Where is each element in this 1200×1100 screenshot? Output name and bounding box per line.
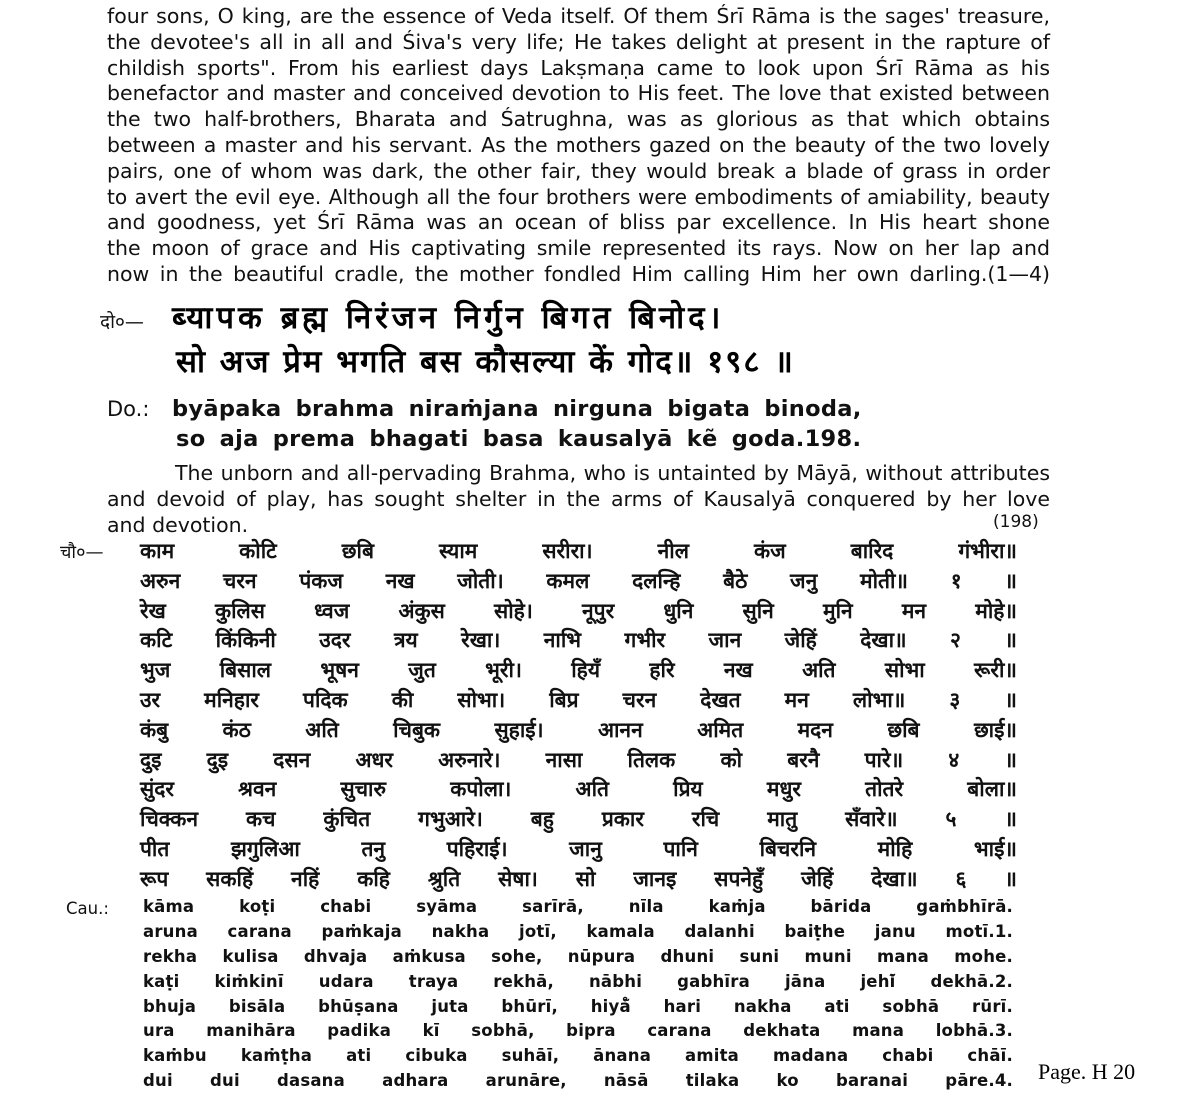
prose-line: the two half-brothers, Bharata and Śatrughna, was as glorious as that which obtains <box>107 107 1050 132</box>
chaupai-hindi <box>140 537 1017 895</box>
doha-line-1-translit: byāpaka brahma niraṁjana nirguna bigata binoda, <box>172 396 862 422</box>
chaupai-line: उर मनिहार पदिक की सोभा। बिप्र चरन देखत मन लोभा॥ ३ ॥ <box>140 687 1017 712</box>
chaupai-label-translit: Cau.: <box>66 899 109 918</box>
translation-line: and devoid of play, has sought shelter in the arms of Kausalyā conquered by her love <box>107 486 1050 511</box>
prose-line: between a master and his servant. As the mothers gazed on the beauty of the two lovely <box>107 132 1050 157</box>
prose-paragraph <box>107 4 1050 288</box>
chaupai-line: पीत झगुलिआ तनु पहिराई। जानु पानि बिचरनि मोहि भाई॥ <box>140 836 1017 861</box>
chaupai-translit-line: aruna carana paṁkaja nakha jotī, kamala dalanhi baiṭhe janu motī.1. <box>143 921 1013 941</box>
page-number: Page. H 20 <box>1038 1059 1136 1084</box>
doha-line-2-translit: so aja prema bhagati basa kausalyā kẽ goda.198. <box>176 426 862 452</box>
chaupai-line: चिक्कन कच कुंचित गभुआरे। बहु प्रकार रचि मातु सँवारे॥ ५ ॥ <box>140 807 1017 832</box>
doha-line-1-hindi: ब्यापक ब्रह्म निरंजन निर्गुन बिगत बिनोद। <box>172 300 725 336</box>
translation-line: The unborn and all-pervading Brahma, who is untainted by Māyā, without attributes <box>175 461 1050 485</box>
chaupai-translit-line: kāma koṭi chabi syāma sarīrā, nīla kaṁja bārida gaṁbhīrā. <box>143 897 1013 916</box>
chaupai-line: भुज बिसाल भूषन जुत भूरी। हियँ हरि नख अति सोभा रूरी॥ <box>140 658 1017 683</box>
prose-line: the moon of grace and His captivating smile represented its rays. Now on her lap and <box>107 236 1050 261</box>
prose-line: to avert the evil eye. Although all the four brothers were embodiments of amiability, beauty <box>107 184 1050 209</box>
prose-line: and goodness, yet Śrī Rāma was an ocean of bliss par excellence. In His heart shone <box>107 210 1050 235</box>
doha-label-hindi: दो०— <box>100 311 144 333</box>
chaupai-label-hindi: चौ०— <box>60 542 104 563</box>
prose-line: the devotee's all in all and Śiva's very life; He takes delight at present in the rapture of <box>107 29 1050 54</box>
chaupai-line: कंबु कंठ अति चिबुक सुहाई। आनन अमित मदन छबि छाई॥ <box>140 717 1017 742</box>
doha-translation <box>107 461 1050 533</box>
chaupai-translit <box>143 895 1013 1094</box>
chaupai-translit-line: dui dui dasana adhara arunāre, nāsā tilaka ko baranai pāre.4. <box>143 1071 1013 1091</box>
chaupai-translit-line: ura manihāra padika kī sobhā, bipra carana dekhata mana lobhā.3. <box>143 1021 1013 1041</box>
chaupai-line: कटि किंकिनी उदर त्रय रेखा। नाभि गभीर जान जेहिं देखा॥ २ ॥ <box>140 628 1017 653</box>
verse-number: (198) <box>993 512 1039 532</box>
doha-label-translit: Do.: <box>107 397 150 421</box>
chaupai-translit-line: kaṁbu kaṁṭha ati cibuka suhāī, ānana amita madana chabi chāī. <box>143 1046 1013 1066</box>
translation-line: and devotion. <box>107 512 249 533</box>
prose-line: pairs, one of whom was dark, the other fair, they would break a blade of grass in order <box>107 158 1050 183</box>
chaupai-line: रेख कुलिस ध्वज अंकुस सोहे। नूपुर धुनि सुनि मुनि मन मोहे॥ <box>140 598 1017 623</box>
doha-line-2-hindi: सो अज प्रेम भगति बस कौसल्या कें गोद॥ १९८ ॥ <box>176 344 795 380</box>
prose-line: benefactor and master and conceived devotion to His feet. The love that existed between <box>107 81 1050 106</box>
chaupai-translit-line: bhuja bisāla bhūṣana juta bhūrī, hiyå̃ hari nakha ati sobhā rūrī. <box>143 996 1013 1016</box>
prose-line: now in the beautiful cradle, the mother fondled Him calling Him her own darling.(1—4) <box>107 261 1050 286</box>
chaupai-translit-line: rekha kulisa dhvaja aṁkusa sohe, nūpura dhuni suni muni mana mohe. <box>143 946 1013 966</box>
chaupai-line: सुंदर श्रवन सुचारु कपोला। अति प्रिय मधुर तोतरे बोला॥ <box>140 777 1017 802</box>
chaupai-line: काम कोटि छबि स्याम सरीरा। नील कंज बारिद गंभीरा॥ <box>140 539 1017 563</box>
chaupai-translit-line: kaṭi kiṁkinī udara traya rekhā, nābhi gabhīra jāna jehi̇̃ dekhā.2. <box>143 971 1013 991</box>
prose-line: four sons, O king, are the essence of Veda itself. Of them Śrī Rāma is the sages' treasure, <box>107 4 1050 28</box>
chaupai-line: दुइ दुइ दसन अधर अरुनारे। नासा तिलक को बरनै पारे॥ ४ ॥ <box>140 747 1017 772</box>
chaupai-line: रूप सकहिं नहिं कहि श्रुति सेषा। सो जानइ सपनेहुँ जेहिं देखा॥ ६ ॥ <box>140 866 1017 891</box>
prose-line: childish sports". From his earliest days Lakṣmaṇa came to look upon Śrī Rāma as his <box>107 55 1050 80</box>
chaupai-line: अरुन चरन पंकज नख जोती। कमल दलन्हि बैठे जनु मोती॥ १ ॥ <box>140 568 1017 593</box>
